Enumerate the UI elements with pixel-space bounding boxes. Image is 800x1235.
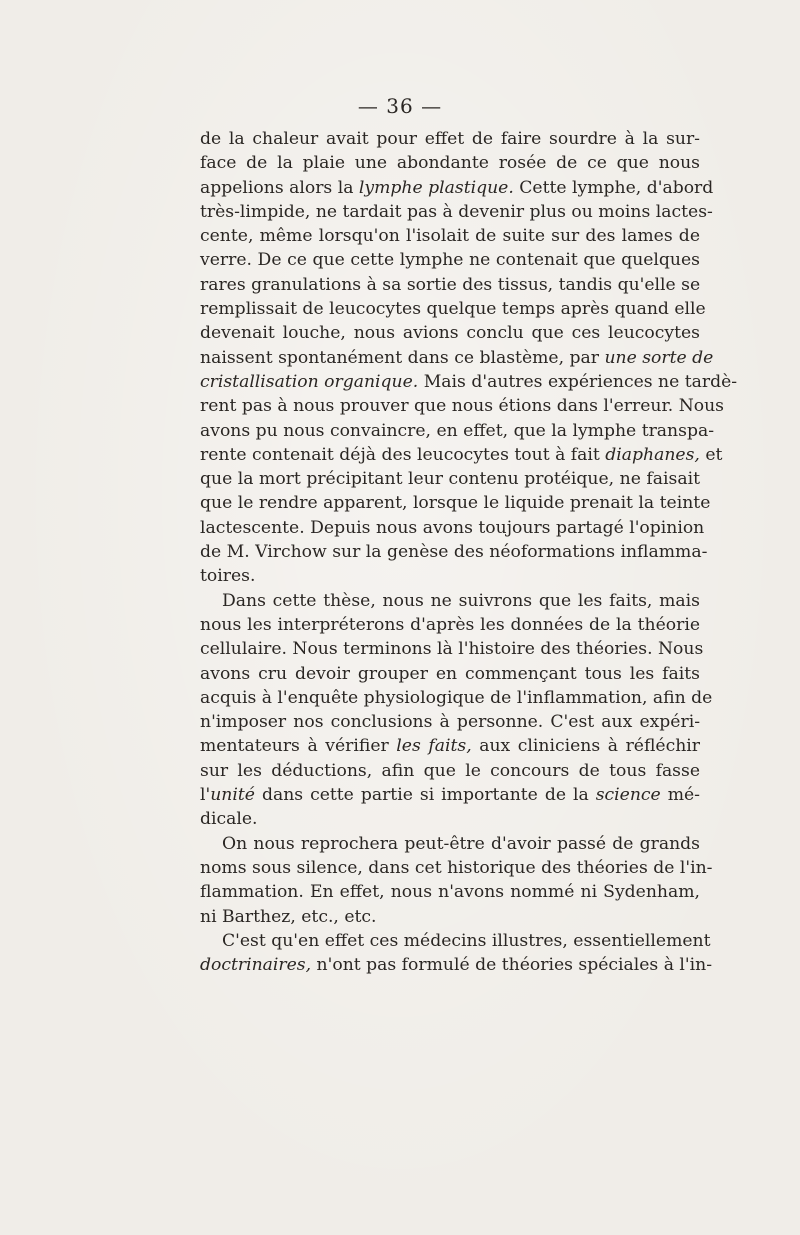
- text-line: [200, 710, 700, 734]
- text-segment: C'est qu'en effet ces médecins illustres, essentiellement: [222, 930, 711, 951]
- text-segment: avons cru devoir grouper en commençant tous les faits: [200, 663, 700, 684]
- text-line: [200, 662, 700, 686]
- text-segment: Dans cette thèse, nous ne suivrons que les faits, mais: [222, 590, 700, 611]
- text-segment: On nous reprochera peut-être d'avoir passé de grands: [222, 833, 700, 854]
- text-line: [200, 321, 700, 345]
- text-line: [200, 734, 700, 758]
- text-line: [200, 880, 700, 904]
- text-segment: cellulaire. Nous terminons là l'histoire des théories. Nous: [200, 639, 704, 660]
- text-line: [200, 394, 724, 418]
- text-segment: Cette lymphe, d'abord: [513, 177, 714, 198]
- text-segment: de M. Virchow sur la genèse des néoformations inflamma-: [200, 542, 708, 563]
- text-line: [200, 224, 700, 248]
- text-line: [200, 759, 700, 783]
- italic-text: lymphe plastique.: [358, 177, 514, 198]
- body-text: [200, 127, 738, 977]
- text-line: [200, 589, 700, 613]
- text-segment: et: [699, 444, 723, 465]
- text-segment: remplissait de leucocytes quelque temps après quand elle: [200, 299, 706, 320]
- text-segment: mentateurs à vérifier: [200, 736, 397, 757]
- text-segment: verre. De ce que cette lymphe ne contenait que quelques: [200, 250, 700, 271]
- text-segment: que le rendre apparent, lorsque le liquide prenait la teinte: [200, 493, 711, 514]
- text-segment: n'ont pas formulé de théories spéciales à l'in-: [311, 955, 713, 976]
- text-segment: naissent spontanément dans ce blastème, par: [200, 347, 605, 368]
- text-line: [200, 807, 700, 831]
- text-line: [200, 248, 700, 272]
- text-segment: très-limpide, ne tardait pas à devenir plus ou moins lactes-: [200, 201, 713, 222]
- text-segment: acquis à l'enquête physiologique de l'inflammation, afin de: [200, 687, 713, 708]
- text-line: [200, 832, 700, 856]
- text-line: [200, 491, 711, 515]
- text-segment: de la chaleur avait pour effet de faire sourdre à la sur-: [200, 129, 700, 149]
- text-line: [200, 613, 700, 637]
- text-line: [200, 419, 715, 443]
- text-segment: rent pas à nous prouver que nous étions dans l'erreur. Nous: [200, 396, 724, 417]
- text-line: [200, 516, 705, 540]
- text-segment: nous les interpréterons d'après les données de la théorie: [200, 614, 700, 635]
- text-segment: toires.: [200, 566, 256, 587]
- italic-text: les faits,: [396, 736, 472, 757]
- text-segment: mé-: [660, 785, 700, 806]
- text-segment: que la mort précipitant leur contenu protéique, ne faisait: [200, 469, 700, 490]
- text-segment: sur les déductions, afin que le concours de tous fasse: [200, 760, 700, 781]
- text-segment: devenait louche, nous avions conclu que ces leucocytes: [200, 323, 700, 344]
- text-line: [200, 467, 700, 491]
- text-line: [200, 443, 723, 467]
- text-line: [200, 929, 711, 953]
- text-segment: appelions alors la: [200, 177, 359, 198]
- text-line: [200, 783, 700, 807]
- text-line: [200, 856, 713, 880]
- text-segment: noms sous silence, dans cet historique des théories de l'in-: [200, 857, 713, 878]
- italic-text: diaphanes,: [605, 444, 700, 465]
- text-segment: l': [200, 785, 211, 806]
- italic-text: une sorte de: [604, 347, 714, 368]
- text-line: [200, 564, 700, 588]
- text-line: [200, 637, 704, 661]
- text-line: [200, 151, 700, 175]
- text-line: [200, 905, 700, 929]
- text-segment: lactescente. Depuis nous avons toujours partagé l'opinion: [200, 517, 705, 538]
- text-line: [200, 127, 700, 151]
- text-segment: aux cliniciens à réfléchir: [471, 736, 700, 757]
- italic-text: doctrinaires,: [200, 955, 312, 976]
- text-line: [200, 370, 738, 394]
- text-line: [200, 953, 713, 977]
- text-segment: ni Barthez, etc., etc.: [200, 906, 377, 927]
- italic-text: science: [595, 785, 661, 806]
- text-line: [200, 540, 708, 564]
- text-line: [200, 346, 714, 370]
- text-segment: dans cette partie si importante de la: [254, 785, 596, 806]
- text-segment: rares granulations à sa sortie des tissus, tandis qu'elle se: [200, 274, 701, 295]
- text-segment: flammation. En effet, nous n'avons nommé ni Sydenham,: [200, 882, 700, 903]
- text-segment: avons pu nous convaincre, en effet, que la lymphe transpa-: [200, 420, 715, 441]
- page-number: — 36 —: [357, 94, 443, 118]
- text-line: [200, 273, 700, 297]
- text-line: [200, 297, 706, 321]
- italic-text: unité: [210, 785, 255, 806]
- text-line: [200, 686, 713, 710]
- text-segment: dicale.: [200, 809, 258, 830]
- text-segment: n'imposer nos conclusions à personne. C'est aux expéri-: [200, 712, 700, 733]
- text-segment: Mais d'autres expériences ne tardè-: [418, 371, 738, 392]
- text-line: [200, 176, 714, 200]
- text-segment: face de la plaie une abondante rosée de ce que nous: [200, 153, 700, 174]
- text-segment: rente contenait déjà des leucocytes tout à fait: [200, 444, 606, 465]
- text-segment: cente, même lorsqu'on l'isolait de suite sur des lames de: [200, 226, 700, 247]
- text-line: [200, 200, 713, 224]
- italic-text: cristallisation organique.: [200, 371, 419, 392]
